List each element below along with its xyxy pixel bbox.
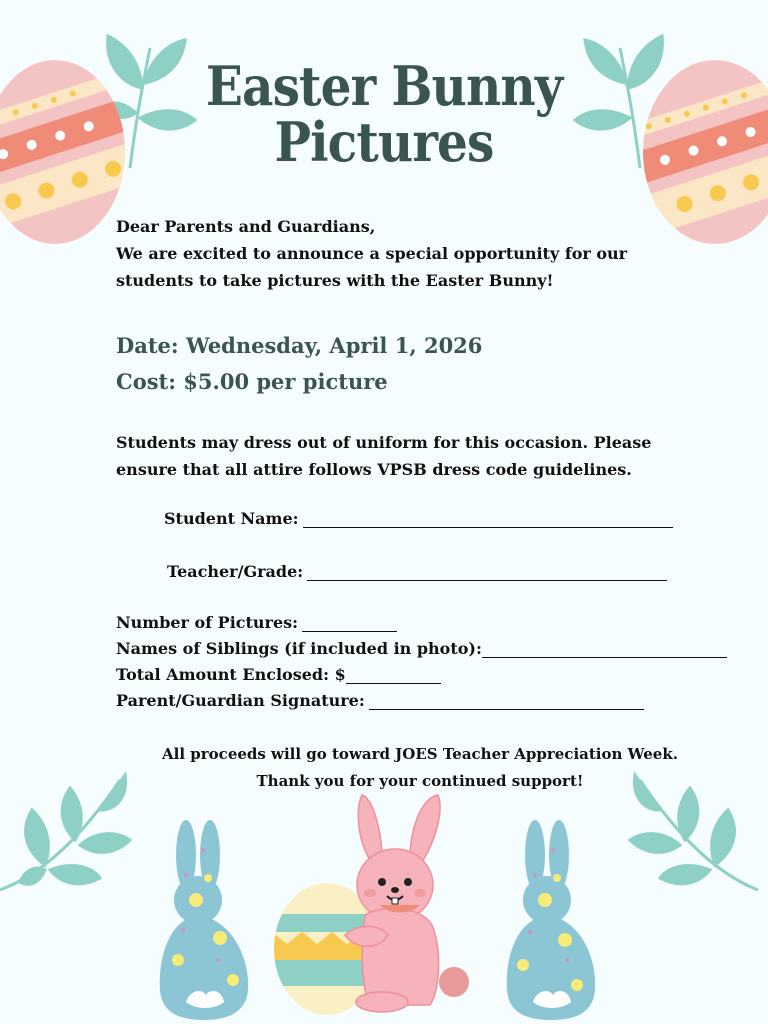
closing-line-2: Thank you for your continued support!: [256, 772, 584, 790]
title-line-1: Easter Bunny: [205, 54, 563, 118]
number-of-pictures-field[interactable]: [116, 613, 397, 632]
page-title: [38, 54, 729, 174]
blue-bunny-silhouette-right-icon: [505, 820, 597, 1020]
leaf-sprig-bottom-right-icon: [620, 770, 760, 910]
pink-bunny-icon: [340, 790, 475, 1016]
event-cost: Cost: $5.00 per picture: [116, 369, 388, 394]
blue-bunny-silhouette-left-icon: [158, 820, 250, 1020]
signature-field[interactable]: [116, 691, 644, 710]
number-of-pictures-label: Number of Pictures:: [116, 613, 299, 632]
signature-label: Parent/Guardian Signature:: [116, 691, 365, 710]
total-amount-label: Total Amount Enclosed: $: [116, 665, 346, 684]
siblings-line[interactable]: [482, 643, 727, 658]
siblings-label: Names of Siblings (if included in photo):: [116, 639, 482, 658]
total-amount-line[interactable]: [346, 669, 441, 684]
student-name-label: Student Name:: [164, 509, 299, 528]
leaf-sprig-bottom-left-icon: [0, 770, 135, 910]
student-name-field[interactable]: [164, 509, 673, 528]
announcement-message: We are excited to announce a special opportunity for our students to take pictures with the Easter Bunny!: [116, 244, 628, 290]
salutation: Dear Parents and Guardians,: [116, 217, 376, 236]
event-date: Date: Wednesday, April 1, 2026: [116, 333, 483, 358]
number-of-pictures-line[interactable]: [302, 617, 397, 632]
teacher-grade-line[interactable]: [307, 566, 667, 581]
greeting-block: [116, 213, 716, 294]
student-name-line[interactable]: [303, 513, 673, 528]
event-details: [116, 328, 482, 400]
siblings-field[interactable]: [116, 639, 727, 658]
total-amount-field[interactable]: [116, 665, 441, 684]
teacher-grade-field[interactable]: [167, 562, 667, 581]
teacher-grade-label: Teacher/Grade:: [167, 562, 304, 581]
closing-line-1: All proceeds will go toward JOES Teacher Appreciation Week.: [162, 745, 678, 763]
title-line-2: Pictures: [274, 110, 494, 174]
signature-line[interactable]: [369, 695, 644, 710]
dress-code-notice: Students may dress out of uniform for this occasion. Please ensure that all attire follows VPSB dress code guidelines.: [116, 433, 652, 479]
